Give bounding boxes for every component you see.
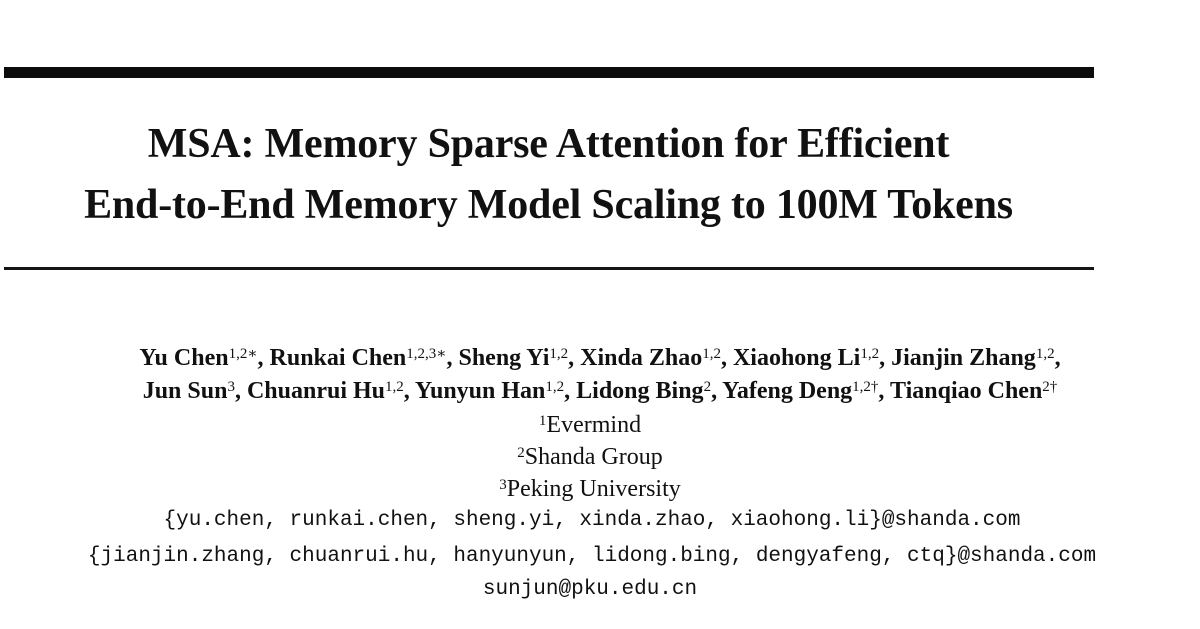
author-name: [139, 345, 257, 371]
email-line-1: {yu.chen, runkai.chen, sheng.yi, xinda.zhao, xiaohong.li}@shanda.com: [163, 509, 1021, 532]
author-name: [247, 378, 404, 404]
author-affiliation-marks: 1,2∗: [228, 346, 258, 362]
author-name: [890, 378, 1057, 404]
bottom-rule: [4, 267, 1094, 270]
author-name: [891, 345, 1054, 371]
author-name-text: Yu Chen: [139, 345, 229, 371]
author-separator: ,: [1054, 345, 1061, 371]
author-separator: ,: [564, 378, 577, 404]
author-separator: ,: [878, 378, 890, 404]
author-separator: ,: [711, 378, 723, 404]
author-separator: ,: [568, 345, 581, 371]
affiliation-shanda-group: [0, 442, 1190, 472]
author-name: [733, 345, 879, 371]
paper-title-line-2: End-to-End Memory Model Scaling to 100M Tokens: [84, 182, 1013, 228]
email-line-3: sunjun@pku.edu.cn: [482, 578, 698, 601]
author-name: [580, 345, 721, 371]
author-name-text: Chuanrui Hu: [246, 378, 385, 404]
affiliation-number: 3: [499, 477, 507, 493]
author-name: [722, 378, 878, 404]
author-name: [415, 378, 564, 404]
author-separator: ,: [257, 345, 270, 371]
author-affiliation-marks: 1,2†: [852, 379, 879, 395]
author-name-text: Tianqiao Chen: [890, 378, 1043, 404]
author-affiliation-marks: 1,2: [545, 379, 565, 395]
author-list-line-1: [0, 343, 1200, 373]
author-name-text: Yafeng Deng: [722, 378, 853, 404]
affiliation-number: 1: [538, 413, 547, 429]
author-name-text: Runkai Chen: [269, 345, 407, 371]
author-affiliation-marks: 1,2: [1035, 346, 1055, 362]
affiliation-number: 2: [517, 445, 525, 461]
affiliation-name: Shanda Group: [524, 444, 663, 470]
author-separator: ,: [234, 378, 247, 404]
author-separator: ,: [879, 345, 892, 371]
author-list-line-2: [0, 376, 1200, 406]
author-name-text: Jun Sun: [142, 378, 228, 404]
author-affiliation-marks: 1,2,3∗: [406, 346, 447, 362]
author-affiliation-marks: 2: [703, 379, 712, 395]
email-line-2: {jianjin.zhang, chuanrui.hu, hanyunyun, lidong.bing, dengyafeng, ctq}@shanda.com: [87, 545, 1097, 568]
author-separator: ,: [720, 345, 733, 371]
author-affiliation-marks: 1,2: [385, 379, 404, 395]
affiliation-name: Peking University: [506, 476, 681, 502]
author-name-text: Jianjin Zhang: [891, 345, 1036, 371]
author-name: [576, 378, 711, 404]
author-affiliation-marks: 3: [227, 379, 235, 395]
author-name-text: Xinda Zhao: [580, 345, 703, 371]
author-name-text: Yunyun Han: [414, 378, 546, 404]
affiliation-peking-university: [0, 474, 1190, 504]
paper-title-line-1: MSA: Memory Sparse Attention for Efficient: [147, 121, 950, 167]
affiliation-name: Evermind: [546, 412, 642, 438]
author-name: [270, 345, 447, 371]
author-name: [458, 345, 568, 371]
top-rule: [4, 67, 1094, 78]
author-affiliation-marks: 1,2: [860, 346, 880, 362]
author-affiliation-marks: 2†: [1042, 379, 1058, 395]
author-name-text: Xiaohong Li: [732, 345, 861, 371]
affiliation-evermind: [0, 410, 1190, 440]
author-name: [143, 378, 235, 404]
author-affiliation-marks: 1,2: [702, 346, 721, 362]
author-affiliation-marks: 1,2: [549, 346, 569, 362]
author-separator: ,: [403, 378, 415, 404]
author-separator: ,: [446, 345, 459, 371]
author-name-text: Lidong Bing: [576, 378, 704, 404]
author-name-text: Sheng Yi: [458, 345, 550, 371]
